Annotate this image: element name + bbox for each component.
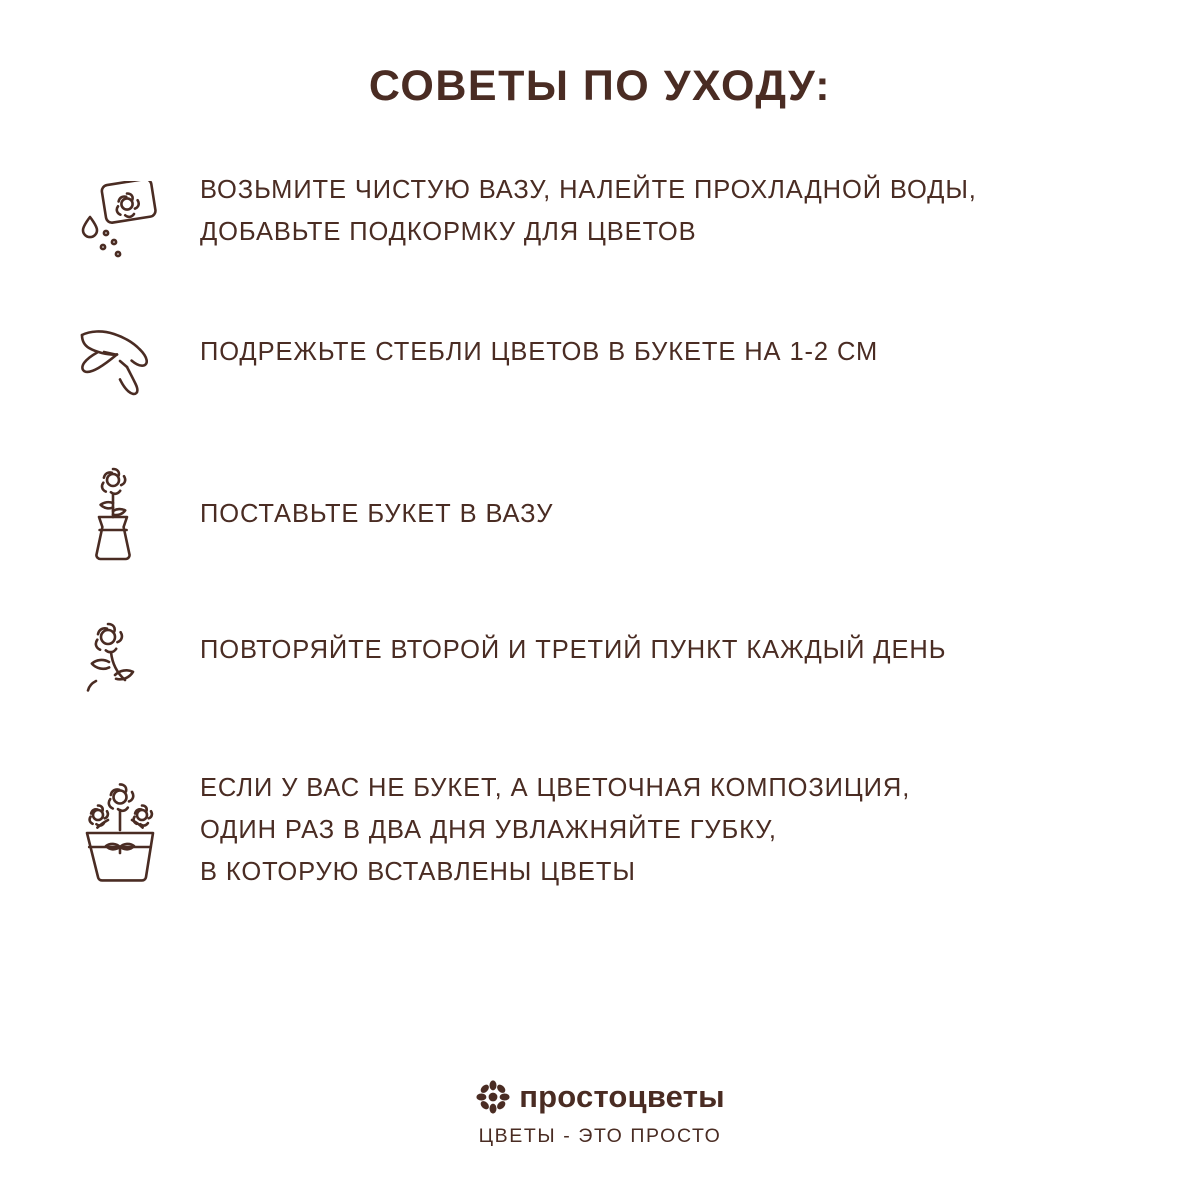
tip-text-line: ПОДРЕЖЬТЕ СТЕБЛИ ЦВЕТОВ В БУКЕТЕ НА 1-2 СМ (200, 338, 879, 366)
tip-text-line: ЕСЛИ У ВАС НЕ БУКЕТ, А ЦВЕТОЧНАЯ КОМПОЗИЦИЯ, (200, 774, 911, 802)
footer (0, 1079, 1200, 1148)
tip-text-line: В КОТОРУЮ ВСТАВЛЕНЫ ЦВЕТЫ (200, 858, 636, 886)
tip-icon-wrapper (66, 767, 174, 885)
list-item (0, 467, 1200, 617)
tip-text-line: ПОВТОРЯЙТЕ ВТОРОЙ И ТРЕТИЙ ПУНКТ КАЖДЫЙ ДЕНЬ (200, 636, 947, 664)
tip-text-line: ПОСТАВЬТЕ БУКЕТ В ВАЗУ (200, 500, 554, 528)
tip-text (174, 169, 977, 253)
flower-sprig-icon (78, 619, 162, 699)
tip-icon-wrapper (66, 617, 174, 699)
brand-logo (475, 1079, 725, 1115)
tip-text-line: ОДИН РАЗ В ДВА ДНЯ УВЛАЖНЯЙТЕ ГУБКУ, (200, 816, 777, 844)
flower-in-vase-icon (85, 467, 155, 567)
pruning-shears-icon (74, 321, 166, 399)
brand-tagline: ЦВЕТЫ - ЭТО ПРОСТО (478, 1125, 722, 1147)
tip-text-line: ВОЗЬМИТЕ ЧИСТУЮ ВАЗУ, НАЛЕЙТЕ ПРОХЛАДНОЙ ВОДЫ, (200, 176, 977, 204)
tips-list (0, 169, 1200, 947)
tip-text (174, 467, 553, 535)
tip-icon-wrapper (66, 319, 174, 399)
tip-icon-wrapper (66, 467, 174, 567)
list-item (0, 319, 1200, 467)
page-title: СОВЕТЫ ПО УХОДУ: (368, 62, 832, 110)
list-item (0, 617, 1200, 767)
tip-text-line: ДОБАВЬТЕ ПОДКОРМКУ ДЛЯ ЦВЕТОВ (200, 218, 697, 246)
tip-text (174, 767, 910, 893)
list-item (0, 169, 1200, 319)
list-item (0, 767, 1200, 947)
flower-logo-icon (475, 1079, 511, 1115)
tip-text (174, 319, 878, 373)
tip-icon-wrapper (66, 169, 174, 261)
tip-text (174, 617, 946, 671)
flower-food-packet-icon (77, 181, 163, 261)
flower-basket-icon (77, 781, 163, 885)
brand-name: простоцветы (519, 1079, 725, 1114)
